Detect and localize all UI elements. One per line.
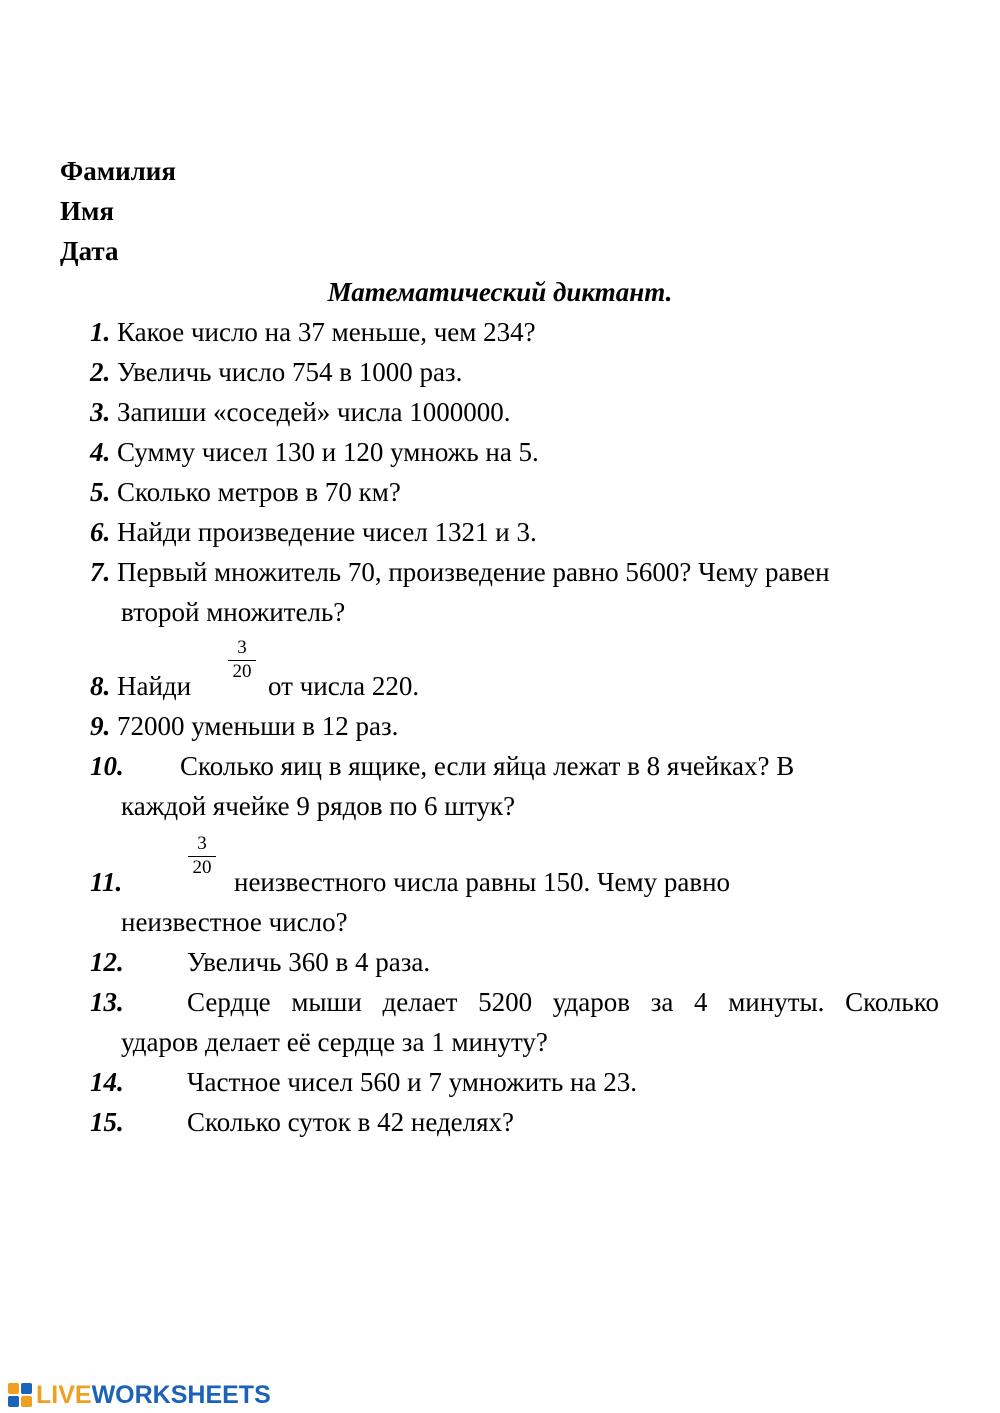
question-text: Первый множитель 70, произведение равно 5600? Чему равен — [117, 557, 830, 587]
question-11-continuation: неизвестное число? — [121, 907, 348, 937]
fraction — [228, 638, 256, 682]
question-10-text: Сколько яиц в ящике, если яйца лежат в 8 ячейках? В — [180, 751, 795, 781]
question-10 — [90, 750, 124, 782]
question-11-text: неизвестного числа равны 150. Чему равно — [234, 867, 731, 897]
question-text: Какое число на 37 меньше, чем 234? — [117, 317, 536, 347]
question-14-text: Частное чисел 560 и 7 умножить на 23. — [187, 1067, 637, 1097]
question-number: 8. — [90, 671, 111, 701]
date-label: Дата — [60, 236, 119, 266]
question-number: 1. — [90, 317, 111, 347]
question-8-tail: от числа 220. — [268, 671, 420, 701]
question-number: 9. — [90, 711, 111, 741]
question-5 — [90, 476, 401, 508]
question-text: Увеличь число 754 в 1000 раз. — [117, 357, 463, 387]
question-13-text: Сердце мыши делает 5200 ударов за 4 минуты. Сколько — [187, 987, 939, 1017]
question-4 — [90, 436, 539, 468]
fraction-denominator: 20 — [192, 857, 212, 878]
fraction-denominator: 20 — [232, 661, 252, 682]
logo-text — [36, 1381, 271, 1410]
question-14 — [90, 1066, 124, 1098]
question-6 — [90, 516, 537, 548]
question-number: 6. — [90, 517, 111, 547]
fraction — [188, 834, 216, 878]
question-12-text: Увеличь 360 в 4 раза. — [187, 947, 431, 977]
question-7 — [90, 556, 830, 588]
question-number: 12. — [90, 947, 124, 977]
question-number: 11. — [90, 867, 123, 897]
question-text: Найди произведение чисел 1321 и 3. — [117, 517, 537, 547]
question-text: Запиши «соседей» числа 1000000. — [117, 397, 511, 427]
question-text: Сколько метров в 70 км? — [117, 477, 401, 507]
question-number: 15. — [90, 1107, 124, 1137]
question-3 — [90, 396, 511, 428]
page-title: Математический диктант. — [327, 277, 673, 307]
question-number: 5. — [90, 477, 111, 507]
question-9 — [90, 710, 398, 742]
question-8 — [90, 670, 191, 702]
question-13-continuation: ударов делает её сердце за 1 минуту? — [121, 1027, 548, 1057]
question-2 — [90, 356, 462, 388]
question-number: 7. — [90, 557, 111, 587]
question-13 — [90, 986, 124, 1018]
question-text: 72000 уменьши в 12 раз. — [117, 711, 399, 741]
question-15-text: Сколько суток в 42 неделях? — [187, 1107, 515, 1137]
question-number: 14. — [90, 1067, 124, 1097]
surname-label: Фамилия — [60, 156, 176, 186]
question-1 — [90, 316, 536, 348]
fraction-numerator: 3 — [188, 834, 216, 857]
question-7-continuation: второй множитель? — [121, 597, 346, 627]
question-15 — [90, 1106, 124, 1138]
question-text: Найди — [117, 671, 192, 701]
liveworksheets-logo — [8, 1380, 271, 1410]
question-number: 13. — [90, 987, 124, 1017]
name-label: Имя — [60, 196, 114, 226]
question-number: 4. — [90, 437, 111, 467]
question-number: 10. — [90, 751, 124, 781]
question-12 — [90, 946, 124, 978]
fraction-numerator: 3 — [228, 638, 256, 661]
question-text: Сумму чисел 130 и 120 умножь на 5. — [117, 437, 539, 467]
question-number: 3. — [90, 397, 111, 427]
question-11 — [90, 866, 122, 898]
logo-icon — [8, 1383, 32, 1407]
logo-text-worksheets: WORKSHEETS — [91, 1380, 271, 1409]
logo-text-live: LIVE — [36, 1380, 92, 1409]
question-10-continuation: каждой ячейке 9 рядов по 6 штук? — [121, 791, 516, 821]
question-number: 2. — [90, 357, 111, 387]
